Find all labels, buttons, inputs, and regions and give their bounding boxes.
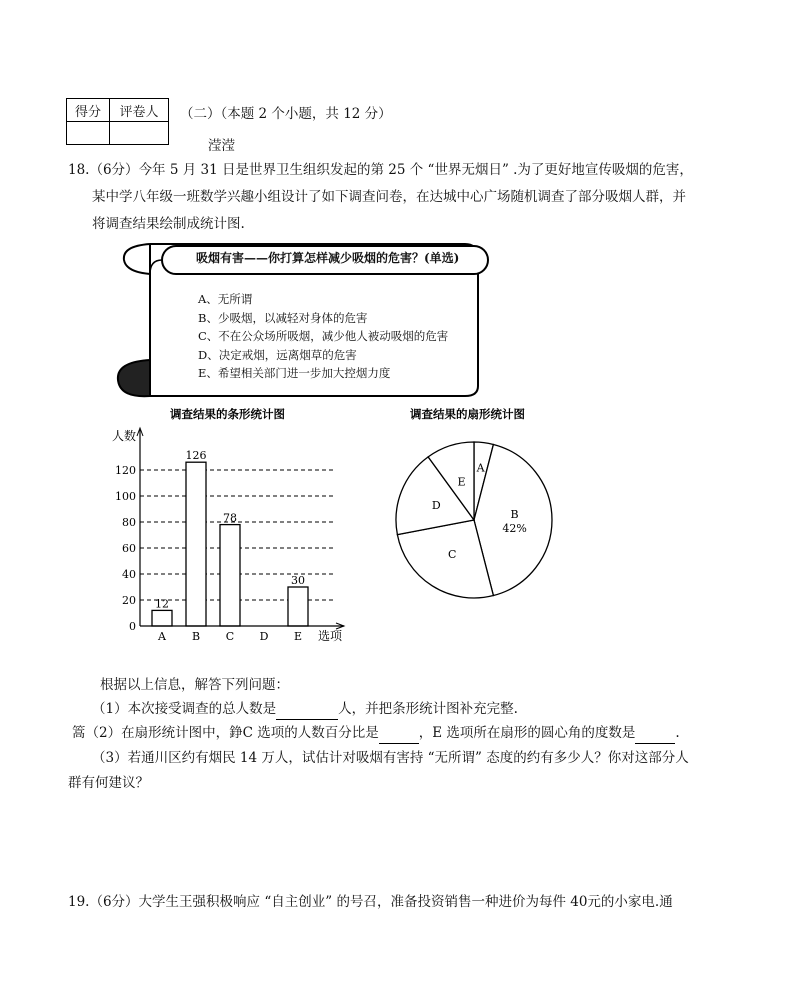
- question-3-line1: （3）若通川区约有烟民 14 万人，试估计对吸烟有害持 “无所谓” 态度的约有多少人？你对这部分人: [92, 750, 689, 766]
- pie-label-B: B: [510, 508, 519, 521]
- bar-chart-xlabel: 选项: [318, 629, 343, 643]
- q2-text-b: ，E 选项所在扇形的圆心角的度数是: [418, 725, 636, 741]
- q18-line1-text: 今年 5 月 31 日是世界卫生组织发起的第 25 个 “世界无烟日” .为了更好地宣传吸烟的危害，: [138, 162, 693, 178]
- bar-category-label: E: [293, 630, 303, 643]
- survey-option-e: E、希望相关部门进一步加大控烟力度: [198, 366, 391, 380]
- questions-intro: 根据以上信息，解答下列问题：: [100, 677, 289, 693]
- stray-mark: 滢滢: [208, 138, 235, 154]
- section-title: （二）（本题 2 个小题，共 12 分）: [180, 106, 392, 122]
- bar-category-label: B: [191, 630, 201, 643]
- survey-title: 吸烟有害——你打算怎样减少吸烟的危害？(单选): [196, 251, 460, 265]
- bar-E: [288, 587, 308, 626]
- q19-text: 19.（6分）大学生王强积极响应 “自主创业” 的号召，准备投资销售一种进价为每件 40元的小家电.通: [68, 894, 673, 910]
- bar-ytick-label: 60: [122, 542, 136, 555]
- bar-category-label: D: [259, 630, 269, 643]
- survey-option-d: D、决定戒烟，远离烟草的危害: [198, 347, 357, 362]
- pie-chart: [380, 404, 560, 614]
- q2-percent-blank[interactable]: [379, 727, 419, 744]
- grader-cell[interactable]: [110, 122, 169, 145]
- bar-ytick-label: 80: [122, 516, 136, 529]
- bar-B: [186, 462, 206, 626]
- bar-category-label: C: [225, 630, 235, 643]
- q2-angle-blank[interactable]: [635, 727, 675, 744]
- bar-ytick-label: 120: [115, 464, 136, 477]
- pie-label-C: C: [448, 548, 457, 562]
- bar-chart-title: 调查结果的条形统计图: [170, 407, 285, 421]
- pie-label-E: E: [457, 475, 466, 489]
- q2-prefix: 篙: [72, 725, 86, 741]
- q1-text-a: （1）本次接受调查的总人数是: [92, 701, 277, 717]
- bar-category-label: A: [158, 630, 166, 643]
- bar-data-label: 78: [223, 511, 237, 525]
- score-cell[interactable]: [67, 122, 110, 145]
- q2-text-a: （2）在扇形统计图中，錚C 选项的人数百分比是: [85, 725, 379, 741]
- survey-option-b: B、少吸烟，以减轻对身体的危害: [198, 310, 368, 325]
- bar-ytick-label: 20: [122, 594, 136, 607]
- q18-line1: [68, 160, 693, 180]
- pie-label-A: A: [476, 461, 485, 475]
- bar-chart-ylabel: 人数: [112, 429, 137, 443]
- bar-C: [220, 525, 240, 626]
- score-header: 得分: [67, 99, 110, 122]
- pie-label-D: D: [431, 499, 441, 513]
- q18-number: 18.（6分）: [68, 162, 139, 178]
- question-2: [72, 722, 680, 744]
- bar-data-label: 30: [291, 574, 305, 587]
- survey-option-a: A、无所谓: [198, 292, 253, 306]
- q2-text-c: .: [675, 725, 680, 741]
- grader-header: 评卷人: [110, 99, 169, 122]
- bar-A: [152, 610, 172, 626]
- bar-data-label: 12: [155, 597, 169, 611]
- score-table: [66, 98, 169, 145]
- survey-option-c: C、不在公众场所吸烟，减少他人被动吸烟的危害: [198, 329, 449, 343]
- q1-answer-blank[interactable]: [276, 703, 338, 720]
- survey-options: [198, 290, 448, 383]
- question-3-line2: 群有何建议？: [68, 775, 149, 791]
- bar-ytick-label: 40: [122, 568, 136, 581]
- bar-chart: [100, 404, 360, 650]
- question-1: [92, 698, 518, 720]
- pie-percent-label: 42%: [502, 522, 527, 535]
- q1-text-b: 人，并把条形统计图补充完整.: [338, 701, 518, 717]
- bar-data-label: 126: [185, 449, 207, 463]
- q18-line3: 将调查结果绘制成统计图.: [92, 216, 245, 232]
- bar-ytick-label: 100: [115, 490, 136, 503]
- bar-ytick-label: 0: [129, 620, 136, 633]
- q18-line2: 某中学八年级一班数学兴趣小组设计了如下调查问卷，在达城中心广场随机调查了部分吸烟人群，并: [92, 189, 686, 205]
- pie-chart-title: 调查结果的扇形统计图: [410, 407, 525, 421]
